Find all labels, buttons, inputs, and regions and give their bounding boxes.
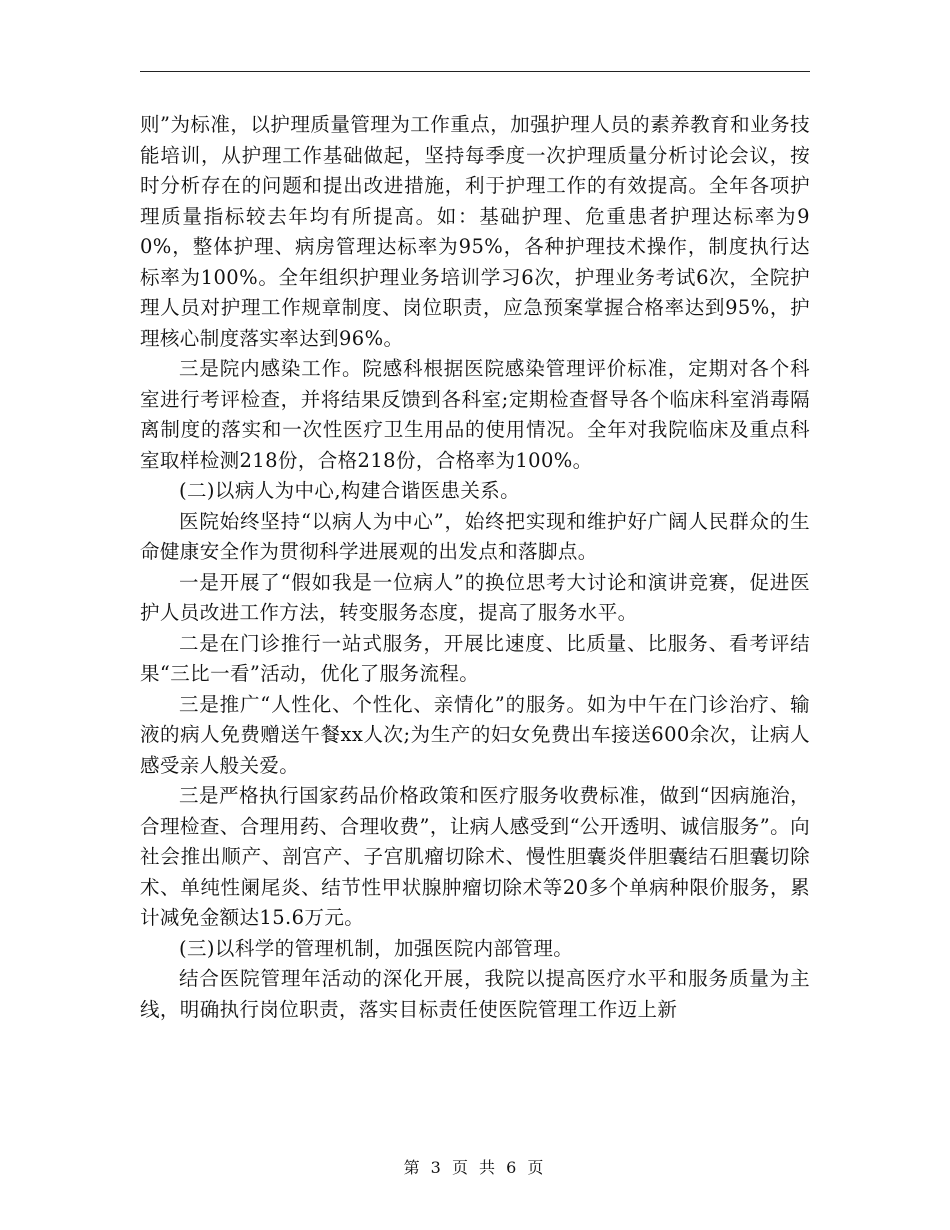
paragraph-6: 二是在门诊推行一站式服务，开展比速度、比质量、比服务、看考评结果“三比一看”活动，优化了服务流程。 — [140, 631, 810, 685]
paragraph-1: 则”为标准，以护理质量管理为工作重点，加强护理人员的素养教育和业务技能培训，从护理工作基础做起，坚持每季度一次护理质量分析讨论会议，按时分析存在的问题和提出改进措施，利于护理工作的有效提高。全年各项护理质量指标较去年均有所提高。如：基础护理、危重患者护理达标率为90%，整体护理、病房管理达标率为95%，各种护理技术操作，制度执行达标率为100%。全年组织护理业务培训学习6次，护理业务考试6次，全院护理人员对护理工作规章制度、岗位职责，应急预案掌握合格率达到95%，护理核心制度落实率达到96%。 — [140, 113, 810, 350]
paragraph-2: 三是院内感染工作。院感科根据医院感染管理评价标准，定期对各个科室进行考评检查，并将结果反馈到各科室;定期检查督导各个临床科室消毒隔离制度的落实和一次性医疗卫生用品的使用情况。全年对我院临床及重点科室取样检测218份，合格218份，合格率为100%。 — [140, 357, 810, 472]
section-heading-3: (三)以科学的管理机制，加强医院内部管理。 — [179, 936, 574, 960]
header-rule — [140, 71, 810, 72]
section-heading-2: (二)以病人为中心,构建合谐医患关系。 — [179, 479, 521, 502]
document-body — [140, 110, 810, 1025]
paragraph-7: 三是推广“人性化、个性化、亲情化”的服务。如为中午在门诊治疗、输液的病人免费赠送午餐xx人次;为生产的妇女免费出车接送600余次，让病人感受亲人般关爱。 — [140, 692, 810, 777]
paragraph-5: 一是开展了“假如我是一位病人”的换位思考大讨论和演讲竞赛，促进医护人员改进工作方法，转变服务态度，提高了服务水平。 — [140, 570, 810, 624]
page-number-footer: 第 3 页 共 6 页 — [403, 1158, 547, 1177]
paragraph-10: 结合医院管理年活动的深化开展，我院以提高医疗水平和服务质量为主线，明确执行岗位职责，落实目标责任使医院管理工作迈上新 — [140, 967, 810, 1021]
paragraph-8: 三是严格执行国家药品价格政策和医疗服务收费标准，做到“因病施治，合理检查、合理用药、合理收费”，让病人感受到“公开透明、诚信服务”。向社会推出顺产、剖宫产、子宫肌瘤切除术、慢性胆囊炎伴胆囊结石胆囊切除术、单纯性阑尾炎、结节性甲状腺肿瘤切除术等20多个单病种限价服务，累计减免金额达15.6万元。 — [140, 784, 810, 929]
paragraph-4: 医院始终坚持“以病人为中心”，始终把实现和维护好广阔人民群众的生命健康安全作为贯彻科学进展观的出发点和落脚点。 — [140, 509, 810, 563]
